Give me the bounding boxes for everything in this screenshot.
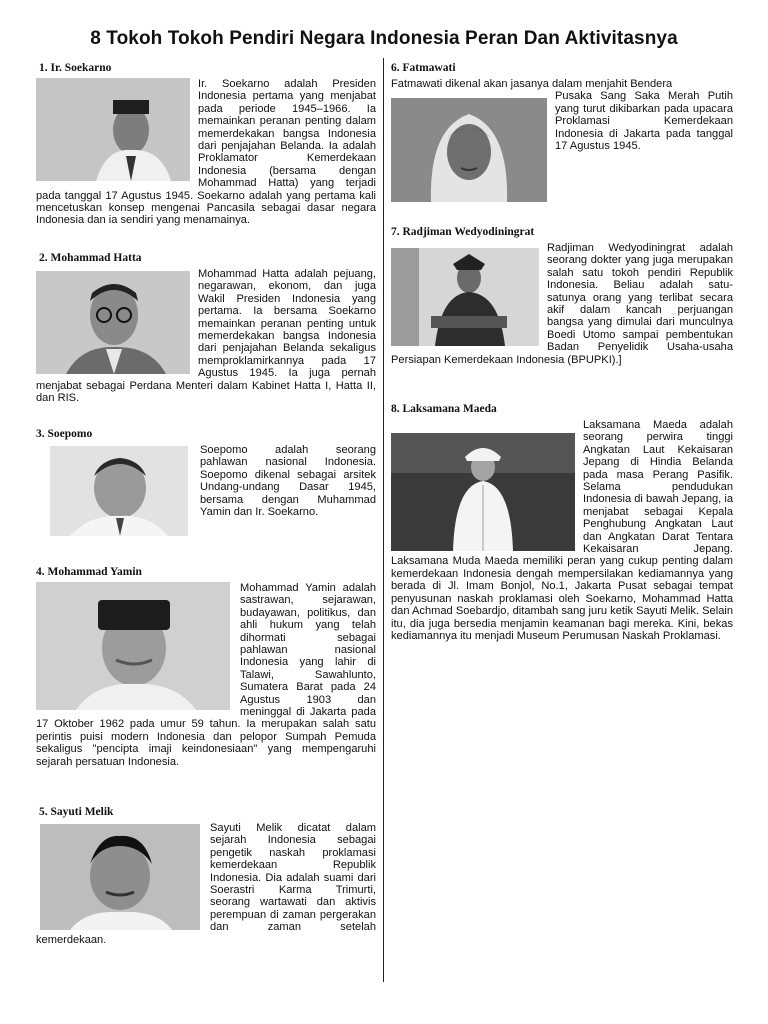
section-heading: 3. Soepomo (36, 428, 93, 440)
section-body-first-line: Fatmawati dikenal akan jasanya dalam menjahit Bendera (391, 78, 673, 90)
section-body: Laksamana Maeda adalah seorang perwira tinggi Angkatan Laut Kekaisaran Jepang di Hindia Belanda pada masa Perang Pasifik. Selama pendudukan Indonesia di bawah Jepang, ia menjabat sebagai Kepala Penghubung Angkatan Laut dan Angkatan Darat Tentara Kekaisaran Jepang. Laksamana Muda Maeda memiliki peran yang cukup penting dalam kemerdekaan Indonesia dengah mempersilakan kediamannya yang berada di Jl. Imam Bonjol, No.1, Jakarta Pusat sebagai tempat penyusunan naskah proklamasi oleh Soekarno, Mohammad Hatta dan Achmad Soebardjo, ditambah sang juru ketik Sayuti Melik. Selain itu, dia juga bersedia menjamin keamanan bagi mereka. Kini, bekas kediamannya itu menjadi Museum Perumusan Naskah Proklamasi. (391, 419, 733, 642)
portrait-radjiman (391, 248, 539, 346)
section-heading: 4. Mohammad Yamin (36, 566, 142, 578)
column-divider (383, 58, 384, 982)
section-body: Soepomo adalah seorang pahlawan nasional Indonesia. Soepomo dikenal sebagai arsitek Undang-undang Dasar 1945, bersama dengan Muhammad Yamin dan Ir. Soekarno. (200, 444, 376, 519)
portrait-fatmawati (391, 98, 547, 202)
section-heading: 1. Ir. Soekarno (39, 62, 112, 74)
portrait-sayuti-melik (40, 824, 200, 930)
figure-radjiman (391, 225, 733, 366)
section-body: Ir. Soekarno adalah Presiden Indonesia pertama yang menjabat pada periode 1945–1966. Ia memainkan peranan penting dalam memerdekakan bangsa Indonesia dari penjajahan Belanda. Ia adalah Proklamator Kemerdekaan Indonesia (bersama dengan Mohammad Hatta) yang terjadi pada tanggal 17 Agustus 1945. Soekarno adalah yang pertama kali mencetuskan konsep mengenai Pancasila sebagai dasar negara Indonesia dan ia sendiri yang menamainya. (36, 78, 376, 227)
portrait-soekarno (36, 78, 190, 181)
section-body (391, 78, 733, 152)
portrait-hatta (36, 271, 190, 374)
section-heading: 7. Radjiman Wedyodiningrat (391, 226, 535, 238)
figure-yamin (36, 565, 376, 768)
section-body: Mohammad Hatta adalah pejuang, negarawan, ekonom, dan juga Wakil Presiden Indonesia yang pertama. Ia bersama Soekarno memainkan peranan penting untuk memerdekakan bangsa Indonesia dari penjajahan Belanda sekaligus memproklamirkannya pada 17 Agustus 1945. Ia juga pernah menjabat sebagai Perdana Menteri dalam Kabinet Hatta I, Hatta II, dan RIS. (36, 268, 376, 405)
section-heading: 5. Sayuti Melik (39, 806, 114, 818)
figure-maeda (391, 402, 733, 642)
portrait-maeda (391, 433, 575, 551)
section-heading: 2. Mohammad Hatta (39, 252, 142, 264)
portrait-soepomo (50, 446, 188, 536)
figure-fatmawati (391, 61, 733, 204)
figure-soekarno (36, 61, 376, 227)
figure-sayuti-melik (36, 805, 376, 946)
portrait-yamin (36, 582, 230, 710)
section-heading: 8. Laksamana Maeda (391, 403, 497, 415)
section-body-rest: Pusaka Sang Saka Merah Putih yang turut dikibarkan pada upacara Proklamasi Kemerdekaan Indonesia di Jakarta pada tanggal 17 Agustus 1945. (555, 90, 733, 153)
figure-soepomo (36, 427, 376, 538)
section-body: Radjiman Wedyodiningrat adalah seorang dokter yang juga merupakan salah satu tokoh pendiri Republik Indonesia. Beliau adalah satu-satunya orang yang terlibat secara akif dalam kancah perjuangan bangsa yang dimulai dari munculnya Boedi Utomo sampai pembentukan Badan Penyelidik Usaha-usaha Persiapan Kemerdekaan Indonesia (BPUPKI).] (391, 242, 733, 366)
section-body: Sayuti Melik dicatat dalam sejarah Indonesia sebagai pengetik naskah proklamasi kemerdekaan Republik Indonesia. Dia adalah suami dari Soerastri Karma Trimurti, seorang wartawati dan aktivis perempuan di zaman pergerakan dan zaman setelah kemerdekaan. (36, 822, 376, 946)
page-title: 8 Tokoh Tokoh Pendiri Negara Indonesia Peran Dan Aktivitasnya (90, 28, 678, 49)
section-body: Mohammad Yamin adalah sastrawan, sejarawan, budayawan, politikus, dan ahli hukum yang telah dihormati sebagai pahlawan nasional Indonesia yang lahir di Talawi, Sawahlunto, Sumatera Barat pada 24 Agustus 1903 dan meninggal di Jakarta pada 17 Oktober 1962 pada umur 59 tahun. Ia merupakan salah satu perintis puisi modern Indonesia dan pelopor Sumpah Pemuda sekaligus "pencipta imaji keindonesiaan" yang mempengaruhi sejarah persatuan Indonesia. (36, 582, 376, 768)
figure-hatta (36, 251, 376, 404)
section-heading: 6. Fatmawati (391, 62, 456, 74)
